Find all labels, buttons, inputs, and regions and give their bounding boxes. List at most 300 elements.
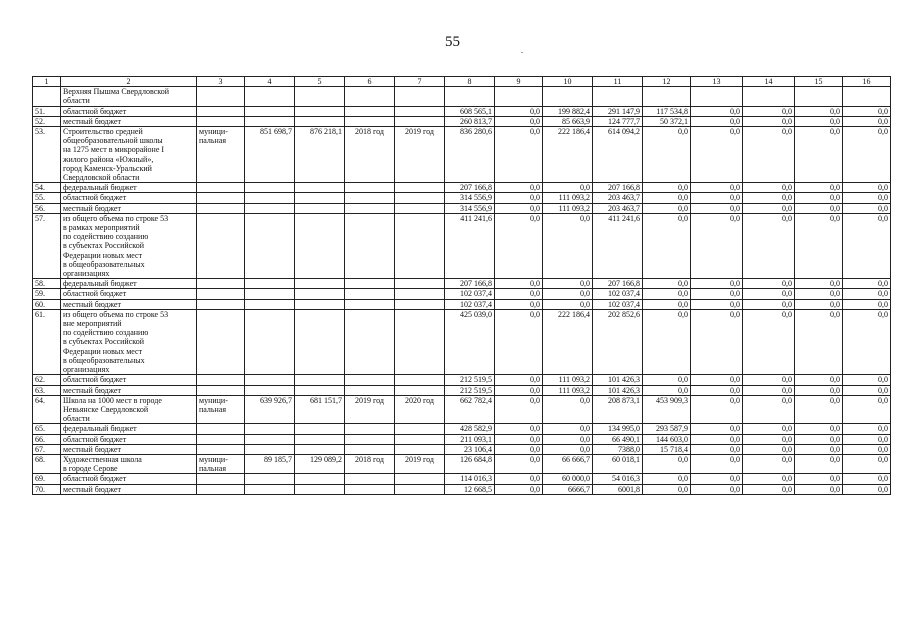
value-cell: 144 603,0 [643, 434, 691, 444]
value-cell: 207 166,8 [445, 183, 495, 193]
value-cell [197, 289, 245, 299]
value-cell: 0,0 [795, 395, 843, 424]
value-cell: 0,0 [495, 299, 543, 309]
value-cell: 0,0 [843, 279, 891, 289]
row-number-cell: 51. [33, 106, 61, 116]
value-cell: 681 151,7 [295, 395, 345, 424]
value-cell: 0,0 [743, 444, 795, 454]
value-cell: 0,0 [843, 434, 891, 444]
value-cell: 0,0 [743, 193, 795, 203]
value-cell: 202 852,6 [593, 309, 643, 374]
item-name-cell: областной бюджет [61, 375, 197, 385]
value-cell [295, 385, 345, 395]
value-cell: 0,0 [643, 279, 691, 289]
header-cell: 14 [743, 77, 795, 87]
table-row [33, 183, 891, 193]
value-cell [843, 87, 891, 106]
item-name-cell: Школа на 1000 мест в городе Невьянске Свердловской области [61, 395, 197, 424]
value-cell [395, 289, 445, 299]
value-cell: 851 698,7 [245, 127, 295, 183]
value-cell [345, 309, 395, 374]
value-cell: 0,0 [843, 424, 891, 434]
value-cell: 876 218,1 [295, 127, 345, 183]
row-number-cell [33, 87, 61, 106]
item-name-cell: областной бюджет [61, 193, 197, 203]
table-row [33, 375, 891, 385]
value-cell [345, 279, 395, 289]
value-cell: 203 463,7 [593, 193, 643, 203]
value-cell: 134 995,0 [593, 424, 643, 434]
value-cell: 0,0 [743, 203, 795, 213]
header-cell: 13 [691, 77, 743, 87]
value-cell: 102 037,4 [593, 289, 643, 299]
value-cell: 0,0 [795, 309, 843, 374]
value-cell [395, 474, 445, 484]
value-cell: 0,0 [843, 375, 891, 385]
value-cell [197, 213, 245, 278]
row-number-cell: 68. [33, 454, 61, 473]
value-cell: 102 037,4 [593, 299, 643, 309]
value-cell: 0,0 [795, 385, 843, 395]
value-cell: 0,0 [691, 127, 743, 183]
value-cell: 0,0 [743, 395, 795, 424]
table-row [33, 213, 891, 278]
value-cell [197, 474, 245, 484]
value-cell: 0,0 [495, 106, 543, 116]
value-cell [345, 299, 395, 309]
value-cell [295, 289, 345, 299]
value-cell: 0,0 [743, 299, 795, 309]
value-cell: 0,0 [795, 127, 843, 183]
value-cell: 0,0 [543, 424, 593, 434]
value-cell [245, 309, 295, 374]
value-cell: 0,0 [691, 474, 743, 484]
value-cell: 54 016,3 [593, 474, 643, 484]
value-cell: 0,0 [795, 106, 843, 116]
table-row [33, 444, 891, 454]
value-cell: 0,0 [795, 183, 843, 193]
table-body [33, 87, 891, 495]
header-cell: 10 [543, 77, 593, 87]
value-cell: 0,0 [495, 474, 543, 484]
budget-table [32, 76, 891, 495]
value-cell: 208 873,1 [593, 395, 643, 424]
value-cell [197, 309, 245, 374]
value-cell: 0,0 [643, 127, 691, 183]
value-cell: 111 093,2 [543, 203, 593, 213]
value-cell [197, 183, 245, 193]
value-cell [743, 87, 795, 106]
value-cell: 0,0 [743, 213, 795, 278]
value-cell: 0,0 [691, 454, 743, 473]
row-number-cell: 70. [33, 484, 61, 494]
item-name-cell: из общего объема по строке 53 вне мероприятий по содействию созданию в субъектах Российской Федерации новых мест в общеобразовательных организациях [61, 309, 197, 374]
value-cell: 0,0 [495, 309, 543, 374]
value-cell: 0,0 [691, 299, 743, 309]
row-number-cell: 66. [33, 434, 61, 444]
value-cell: 0,0 [843, 385, 891, 395]
value-cell: 2019 год [345, 395, 395, 424]
value-cell: 117 534,8 [643, 106, 691, 116]
value-cell [245, 193, 295, 203]
value-cell: 0,0 [543, 183, 593, 193]
value-cell: 608 565,1 [445, 106, 495, 116]
value-cell: 0,0 [543, 434, 593, 444]
value-cell: 0,0 [495, 424, 543, 434]
row-number-cell: 69. [33, 474, 61, 484]
value-cell: 453 909,3 [643, 395, 691, 424]
value-cell: 0,0 [795, 213, 843, 278]
value-cell: 212 519,5 [445, 385, 495, 395]
value-cell [245, 474, 295, 484]
value-cell: 0,0 [795, 289, 843, 299]
value-cell: 0,0 [795, 424, 843, 434]
value-cell: 0,0 [843, 444, 891, 454]
header-cell: 15 [795, 77, 843, 87]
value-cell: 66 666,7 [543, 454, 593, 473]
value-cell: 0,0 [691, 309, 743, 374]
value-cell: 0,0 [643, 203, 691, 213]
value-cell: 0,0 [643, 299, 691, 309]
item-name-cell: местный бюджет [61, 299, 197, 309]
value-cell: 85 663,9 [543, 116, 593, 126]
value-cell: 0,0 [643, 193, 691, 203]
value-cell: 15 718,4 [643, 444, 691, 454]
table-row [33, 289, 891, 299]
value-cell [197, 424, 245, 434]
row-number-cell: 62. [33, 375, 61, 385]
value-cell [295, 193, 345, 203]
table-row [33, 116, 891, 126]
value-cell: 0,0 [691, 424, 743, 434]
value-cell [295, 444, 345, 454]
value-cell [197, 484, 245, 494]
value-cell: 0,0 [743, 474, 795, 484]
value-cell: 0,0 [843, 193, 891, 203]
value-cell: муници- пальная [197, 127, 245, 183]
table-row [33, 454, 891, 473]
table-row [33, 424, 891, 434]
value-cell [395, 279, 445, 289]
value-cell: 0,0 [495, 213, 543, 278]
value-cell: 836 280,6 [445, 127, 495, 183]
value-cell: 411 241,6 [593, 213, 643, 278]
item-name-cell: федеральный бюджет [61, 424, 197, 434]
value-cell: 293 587,9 [643, 424, 691, 434]
value-cell [345, 444, 395, 454]
value-cell: 0,0 [495, 375, 543, 385]
value-cell [345, 289, 395, 299]
value-cell: 7388,0 [593, 444, 643, 454]
value-cell: 0,0 [643, 484, 691, 494]
value-cell [395, 424, 445, 434]
value-cell: 0,0 [691, 375, 743, 385]
value-cell: 0,0 [743, 385, 795, 395]
row-number-cell: 63. [33, 385, 61, 395]
value-cell [395, 116, 445, 126]
value-cell: 2019 год [395, 454, 445, 473]
value-cell [295, 434, 345, 444]
value-cell: 0,0 [843, 289, 891, 299]
row-number-cell: 59. [33, 289, 61, 299]
value-cell [197, 116, 245, 126]
value-cell: 111 093,2 [543, 385, 593, 395]
value-cell: 0,0 [495, 385, 543, 395]
value-cell [197, 106, 245, 116]
value-cell: 102 037,4 [445, 299, 495, 309]
value-cell: 0,0 [691, 385, 743, 395]
value-cell [245, 183, 295, 193]
value-cell: 60 018,1 [593, 454, 643, 473]
value-cell [295, 375, 345, 385]
item-name-cell: федеральный бюджет [61, 183, 197, 193]
table-header [33, 77, 891, 87]
value-cell: 0,0 [843, 183, 891, 193]
header-cell: 9 [495, 77, 543, 87]
value-cell: 207 166,8 [445, 279, 495, 289]
row-number-cell: 61. [33, 309, 61, 374]
value-cell: 0,0 [795, 299, 843, 309]
value-cell: 0,0 [691, 203, 743, 213]
value-cell: 0,0 [795, 193, 843, 203]
value-cell [295, 484, 345, 494]
value-cell [197, 193, 245, 203]
value-cell: 0,0 [495, 116, 543, 126]
item-name-cell: местный бюджет [61, 203, 197, 213]
value-cell [295, 474, 345, 484]
value-cell: 0,0 [795, 454, 843, 473]
value-cell: 425 039,0 [445, 309, 495, 374]
value-cell: 0,0 [843, 454, 891, 473]
value-cell: 0,0 [643, 474, 691, 484]
value-cell [395, 385, 445, 395]
value-cell [197, 279, 245, 289]
header-cell: 2 [61, 77, 197, 87]
value-cell: 0,0 [691, 289, 743, 299]
value-cell [345, 434, 395, 444]
item-name-cell: местный бюджет [61, 116, 197, 126]
value-cell: 0,0 [543, 395, 593, 424]
value-cell: 6666,7 [543, 484, 593, 494]
scan-speck [521, 52, 523, 53]
value-cell: 129 089,2 [295, 454, 345, 473]
value-cell: 102 037,4 [445, 289, 495, 299]
value-cell: 114 016,3 [445, 474, 495, 484]
header-cell: 1 [33, 77, 61, 87]
value-cell: 0,0 [743, 183, 795, 193]
value-cell: 111 093,2 [543, 375, 593, 385]
value-cell: 0,0 [691, 395, 743, 424]
value-cell: 0,0 [495, 434, 543, 444]
value-cell: 0,0 [843, 474, 891, 484]
value-cell: 0,0 [843, 395, 891, 424]
value-cell: 291 147,9 [593, 106, 643, 116]
value-cell: 0,0 [795, 203, 843, 213]
value-cell: 0,0 [795, 434, 843, 444]
value-cell: 0,0 [743, 434, 795, 444]
row-number-cell: 67. [33, 444, 61, 454]
value-cell [197, 203, 245, 213]
table-row [33, 434, 891, 444]
value-cell: 0,0 [543, 444, 593, 454]
value-cell: 222 186,4 [543, 309, 593, 374]
value-cell [295, 279, 345, 289]
header-cell: 3 [197, 77, 245, 87]
item-name-cell: из общего объема по строке 53 в рамках мероприятий по содействию созданию в субъектах Российской Федерации новых мест в общеобразовательных организациях [61, 213, 197, 278]
value-cell [295, 183, 345, 193]
row-number-cell: 64. [33, 395, 61, 424]
value-cell [245, 203, 295, 213]
value-cell: 23 106,4 [445, 444, 495, 454]
row-number-cell: 58. [33, 279, 61, 289]
value-cell [395, 193, 445, 203]
value-cell: 0,0 [643, 309, 691, 374]
value-cell: 0,0 [495, 193, 543, 203]
item-name-cell: областной бюджет [61, 474, 197, 484]
value-cell: 0,0 [691, 279, 743, 289]
value-cell [691, 87, 743, 106]
value-cell: 0,0 [495, 127, 543, 183]
value-cell [643, 87, 691, 106]
value-cell: муници- пальная [197, 454, 245, 473]
value-cell: 0,0 [843, 116, 891, 126]
value-cell: 0,0 [643, 375, 691, 385]
value-cell [295, 106, 345, 116]
value-cell: 0,0 [543, 279, 593, 289]
value-cell [445, 87, 495, 106]
value-cell [395, 183, 445, 193]
value-cell: муници- пальная [197, 395, 245, 424]
value-cell [395, 375, 445, 385]
value-cell [295, 213, 345, 278]
item-name-cell: областной бюджет [61, 106, 197, 116]
value-cell: 411 241,6 [445, 213, 495, 278]
table-row [33, 385, 891, 395]
value-cell: 124 777,7 [593, 116, 643, 126]
value-cell [345, 183, 395, 193]
value-cell: 207 166,8 [593, 183, 643, 193]
value-cell [245, 87, 295, 106]
item-name-cell: областной бюджет [61, 434, 197, 444]
value-cell: 0,0 [743, 127, 795, 183]
value-cell [245, 289, 295, 299]
row-number-cell: 53. [33, 127, 61, 183]
value-cell [543, 87, 593, 106]
value-cell [295, 87, 345, 106]
table-row [33, 193, 891, 203]
value-cell: 0,0 [495, 203, 543, 213]
value-cell: 0,0 [795, 279, 843, 289]
value-cell [245, 279, 295, 289]
value-cell: 207 166,8 [593, 279, 643, 289]
value-cell: 0,0 [843, 127, 891, 183]
value-cell [245, 213, 295, 278]
table-row [33, 474, 891, 484]
value-cell [345, 375, 395, 385]
value-cell: 0,0 [743, 375, 795, 385]
row-number-cell: 55. [33, 193, 61, 203]
table-row [33, 203, 891, 213]
value-cell [345, 484, 395, 494]
value-cell: 0,0 [843, 309, 891, 374]
value-cell: 0,0 [843, 106, 891, 116]
value-cell: 66 490,1 [593, 434, 643, 444]
item-name-cell: местный бюджет [61, 385, 197, 395]
row-number-cell: 60. [33, 299, 61, 309]
value-cell [495, 87, 543, 106]
item-name-cell: федеральный бюджет [61, 279, 197, 289]
row-number-cell: 52. [33, 116, 61, 126]
value-cell [395, 87, 445, 106]
table-row [33, 395, 891, 424]
value-cell: 0,0 [643, 385, 691, 395]
value-cell [295, 309, 345, 374]
table-row [33, 127, 891, 183]
row-number-cell: 65. [33, 424, 61, 434]
row-number-cell: 57. [33, 213, 61, 278]
value-cell: 203 463,7 [593, 203, 643, 213]
value-cell: 428 582,9 [445, 424, 495, 434]
value-cell [795, 87, 843, 106]
value-cell [197, 299, 245, 309]
value-cell: 314 556,9 [445, 203, 495, 213]
value-cell [345, 193, 395, 203]
row-number-cell: 54. [33, 183, 61, 193]
header-cell: 6 [345, 77, 395, 87]
item-name-cell: Верхняя Пышма Свердловской области [61, 87, 197, 106]
value-cell: 0,0 [843, 203, 891, 213]
value-cell [345, 116, 395, 126]
value-cell: 2018 год [345, 454, 395, 473]
value-cell [345, 424, 395, 434]
value-cell: 101 426,3 [593, 375, 643, 385]
header-row [33, 77, 891, 87]
value-cell [197, 375, 245, 385]
row-number-cell: 56. [33, 203, 61, 213]
value-cell: 0,0 [495, 444, 543, 454]
value-cell: 0,0 [843, 484, 891, 494]
value-cell: 0,0 [795, 116, 843, 126]
value-cell [395, 309, 445, 374]
value-cell: 0,0 [743, 106, 795, 116]
value-cell: 0,0 [795, 375, 843, 385]
value-cell: 662 782,4 [445, 395, 495, 424]
value-cell: 2018 год [345, 127, 395, 183]
header-cell: 11 [593, 77, 643, 87]
table-row [33, 106, 891, 116]
value-cell: 222 186,4 [543, 127, 593, 183]
value-cell: 0,0 [691, 106, 743, 116]
value-cell [245, 116, 295, 126]
value-cell: 0,0 [795, 484, 843, 494]
header-cell: 7 [395, 77, 445, 87]
value-cell: 0,0 [743, 454, 795, 473]
value-cell [245, 484, 295, 494]
value-cell [345, 474, 395, 484]
value-cell [593, 87, 643, 106]
value-cell [245, 434, 295, 444]
value-cell [345, 87, 395, 106]
table-row [33, 484, 891, 494]
value-cell [245, 106, 295, 116]
header-cell: 5 [295, 77, 345, 87]
value-cell [295, 203, 345, 213]
value-cell: 89 185,7 [245, 454, 295, 473]
header-cell: 12 [643, 77, 691, 87]
value-cell [395, 484, 445, 494]
value-cell: 12 668,5 [445, 484, 495, 494]
value-cell: 0,0 [643, 213, 691, 278]
